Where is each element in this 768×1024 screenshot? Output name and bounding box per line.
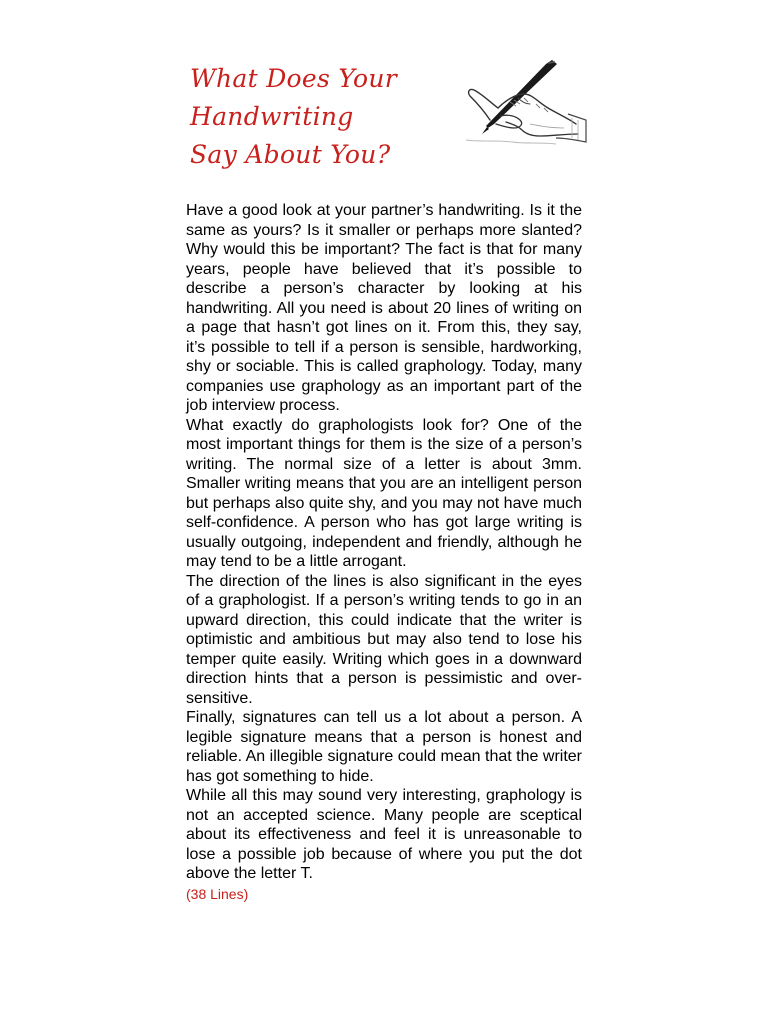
line-count-note: (38 Lines) xyxy=(186,885,249,902)
paragraph-intro: Have a good look at your partner’s handwriting. Is it the same as yours? Is it smaller or perhaps more slanted? Why would this be important? The fact is that for many years, people have believed that it’s possible to describe a person’s character by looking at his handwriting. All you need is about 20 lines of writing on a page that hasn’t got lines on it. From this, they say, it’s possible to tell if a person is sensible, hardworking, shy or sociable. This is called graphology. Today, many companies use graphology as an important part of the job interview process. xyxy=(186,202,582,414)
paragraph-conclusion: While all this may sound very interesting, graphology is not an accepted science. Many people are sceptical about its effectiveness and feel it is unreasonable to lose a possible job because of where you put the dot above the letter T. xyxy=(186,787,582,882)
hand-writing-with-pen-icon xyxy=(460,58,592,150)
title-line-3: Say About You? xyxy=(190,140,391,169)
paragraph-line-direction: The direction of the lines is also significant in the eyes of a graphologist. If a person’s writing tends to go in an upward direction, this could indicate that the writer is optimistic and ambitious but may also tend to lose his temper quite easily. Writing which goes in a downward direction hints that a person is pessimistic and over-sensitive. xyxy=(186,572,582,707)
article-body xyxy=(186,201,582,903)
title-line-1: What Does Your xyxy=(190,64,397,93)
title-line-2: Handwriting xyxy=(190,102,354,131)
article-title xyxy=(190,60,460,174)
paragraph-writing-size: What exactly do graphologists look for? One of the most important things for them is the size of a person’s writing. The normal size of a letter is about 3mm. Smaller writing means that you are an intelligent person but perhaps also quite shy, and you may not have much self-confidence. A person who has got large writing is usually outgoing, independent and friendly, although he may tend to be a little arrogant. xyxy=(186,416,582,570)
paragraph-signatures: Finally, signatures can tell us a lot about a person. A legible signature means that a person is honest and reliable. An illegible signature could mean that the writer has got something to hide. xyxy=(186,709,582,785)
